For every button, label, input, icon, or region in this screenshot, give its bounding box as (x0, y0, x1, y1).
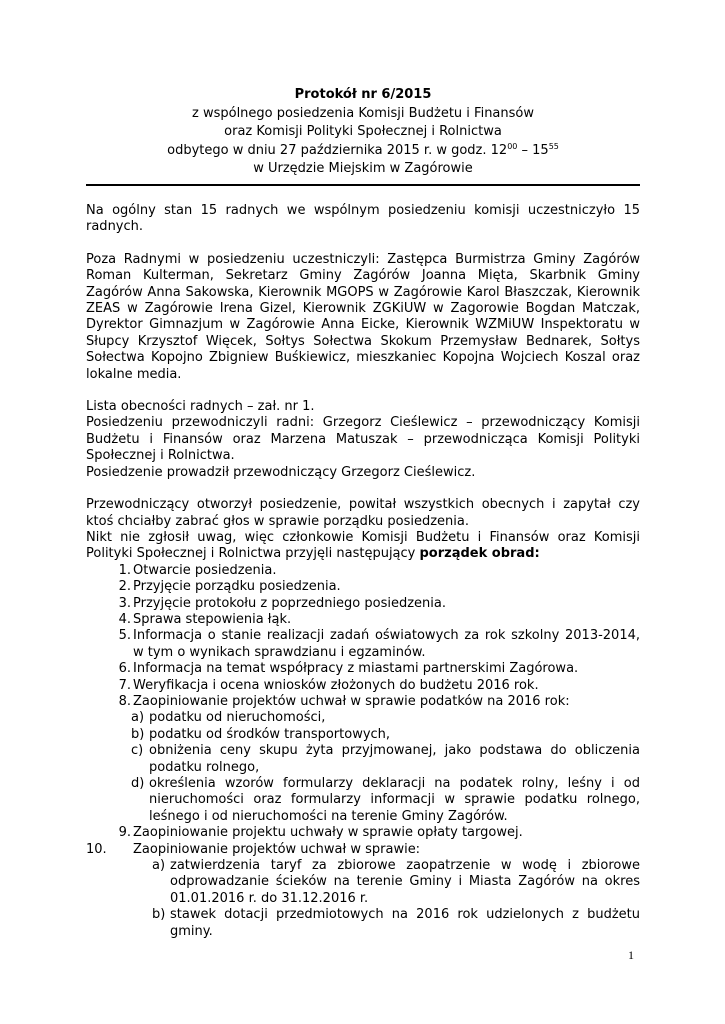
list-text: Zaopiniowanie projektów uchwał w sprawie: (133, 841, 421, 857)
list-text: Zaopiniowanie projektu uchwały w sprawie opłaty targowej. (133, 825, 523, 841)
list-number: 10. (86, 841, 107, 857)
list-item (86, 842, 640, 858)
list-item (86, 612, 640, 628)
sub-list-text: zatwierdzenia taryf za zbiorowe zaopatrzenie w wodę i zbiorowe odprowadzanie ścieków na terenie Gminy i Miasta Zagórów na okres 01.01.2016 r. do 31.12.2016 r. (170, 858, 640, 906)
header-line-3-start: odbytego w dniu 27 października 2015 r. w godz. 12 (167, 142, 508, 158)
list-text: Informacja o stanie realizacji zadań oświatowych za rok szkolny 2013-2014, w tym o wynikach sprawdzianu i egzaminów. (133, 628, 640, 660)
list-text: Informacja na temat współpracy z miastami partnerskimi Zagórowa. (133, 661, 579, 677)
sub-list-text: podatku od środków transportowych, (149, 726, 391, 742)
list-item (86, 661, 640, 677)
list-text: Weryfikacja i ocena wniosków złożonych do budżetu 2016 rok. (133, 677, 539, 693)
sub-list-letter: b) (131, 726, 145, 742)
opening-paragraph: Przewodniczący otworzył posiedzenie, powitał wszystkich obecnych i zapytał czy ktoś chciałby zabrać głos w sprawie porządku posiedzenia. (86, 497, 640, 529)
attendance-list-note: Lista obecności radnych – zał. nr 1. (86, 399, 315, 415)
list-item (86, 579, 640, 595)
list-text: Sprawa stepowienia łąk. (133, 611, 292, 627)
list-text: Przyjęcie porządku posiedzenia. (133, 579, 341, 595)
page-number: 1 (628, 948, 634, 962)
agenda-intro (86, 530, 640, 563)
list-item (86, 596, 640, 612)
sub-list-text: określenia wzorów formularzy deklaracji na podatek rolny, leśny i od nieruchomości oraz formularzy informacji w sprawie podatku rolnego, leśnego i od nieruchomości na terenie Gminy Zagórów. (149, 776, 640, 824)
protocol-title: Protokół nr 6/2015 (294, 87, 432, 102)
header-line-2: oraz Komisji Polityki Społecznej i Rolnictwa (224, 124, 502, 140)
time-start-minutes: 00 (507, 141, 518, 151)
header-line-4: w Urzędzie Miejskim w Zagórowie (253, 161, 473, 177)
document-body (86, 203, 640, 940)
list-number: 9. (118, 825, 131, 841)
sub-list-letter: a) (152, 858, 166, 874)
list-item (86, 678, 640, 694)
list-number: 4. (118, 611, 131, 627)
sub-list-item (86, 727, 640, 743)
header-divider (86, 184, 640, 186)
sub-list-item (86, 776, 640, 825)
list-number: 7. (118, 677, 131, 693)
sub-list-letter: a) (131, 710, 145, 726)
list-number: 1. (118, 562, 131, 578)
sub-list-letter: c) (131, 743, 144, 759)
header-line-3 (86, 142, 640, 161)
sub-list-item (86, 710, 640, 726)
agenda-list (86, 563, 640, 940)
sub-list-text: podatku od nieruchomości, (149, 710, 326, 726)
list-number: 5. (118, 628, 131, 644)
sub-list-letter: b) (152, 907, 166, 923)
list-item (86, 825, 640, 841)
agenda-intro-bold: porządek obrad: (419, 546, 540, 562)
chairs-paragraph: Posiedzeniu przewodniczyli radni: Grzegorz Cieślewicz – przewodniczący Komisji Budżetu i Finansów oraz Marzena Matuszak – przewodnicząca Komisji Polityki Społecznej i Rolnictwa. (86, 415, 640, 464)
list-number: 3. (118, 595, 131, 611)
sub-list-item (86, 743, 640, 776)
sub-list-text: stawek dotacji przedmiotowych na 2016 rok udzielonych z budżetu gminy. (170, 907, 640, 939)
list-item (86, 563, 640, 579)
guests-paragraph: Poza Radnymi w posiedzeniu uczestniczyli: Zastępca Burmistrza Gminy Zagórów Roman Kulterman, Sekretarz Gminy Zagórów Joanna Mięta, Skarbnik Gminy Zagórów Anna Sakowska, Kierownik MGOPS w Zagórowie Karol Błaszczak, Kierownik ZEAS w Zagórowie Irena Gizel, Kierownik ZGKiUW w Zagorowie Bogdan Matczak, Dyrektor Gimnazjum w Zagórowie Anna Eicke, Kierownik WZMiUW Inspektoratu w Słupcy Krzysztof Więcek, Sołtys Sołectwa Skokum Przemysław Bednarek, Sołtys Sołectwa Kopojno Zbigniew Buśkiewicz, mieszkaniec Kopojna Wojciech Koszal oraz lokalne media. (86, 251, 640, 382)
agenda-intro-text: Nikt nie zgłosił uwag, więc członkowie Komisji Budżetu i Finansów oraz Komisji Polityki Społecznej i Rolnictwa przyjęli następujący (86, 529, 640, 562)
list-item (86, 694, 640, 710)
sub-list-item (86, 858, 640, 907)
list-number: 8. (118, 693, 131, 709)
sub-list-letter: d) (131, 776, 145, 791)
time-end-minutes: 55 (548, 141, 559, 151)
sub-list-item (86, 907, 640, 940)
list-text: Przyjęcie protokołu z poprzedniego posiedzenia. (133, 595, 447, 611)
attendance-paragraph: Na ogólny stan 15 radnych we wspólnym posiedzeniu komisji uczestniczyło 15 radnych. (86, 203, 640, 235)
list-text: Zaopiniowanie projektów uchwał w sprawie podatków na 2016 rok: (133, 693, 570, 709)
presiding-paragraph: Posiedzenie prowadził przewodniczący Grzegorz Cieślewicz. (86, 464, 476, 480)
header-line-3-end: – 15 (517, 142, 549, 158)
list-item (86, 628, 640, 661)
sub-list-text: obniżenia ceny skupu żyta przyjmowanej, jako podstawa do obliczenia podatku rolnego, (149, 743, 640, 775)
list-text: Otwarcie posiedzenia. (133, 562, 277, 578)
list-number: 2. (118, 579, 131, 595)
list-number: 6. (118, 661, 131, 677)
document-header (86, 86, 640, 179)
header-line-1: z wspólnego posiedzenia Komisji Budżetu i Finansów (192, 105, 534, 121)
